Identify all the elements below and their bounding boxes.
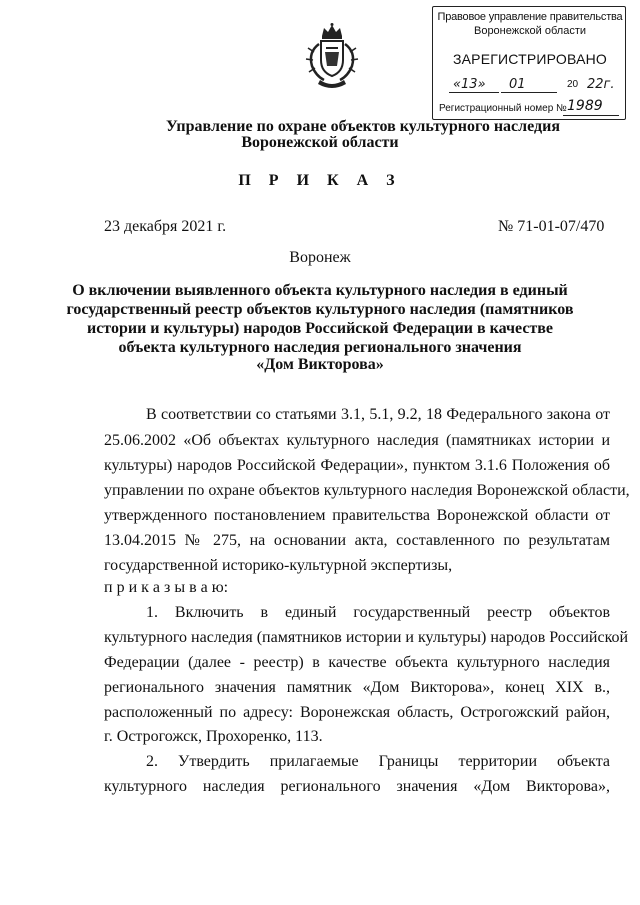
body-line: регионального значения памятник «Дом Викторова», конец XIX в., xyxy=(104,679,610,696)
body-line: 1. Включить в единый государственный реестр объектов xyxy=(146,604,610,621)
stamp-status: ЗАРЕГИСТРИРОВАНО xyxy=(452,51,608,67)
body-line: В соответствии со статьями 3.1, 5.1, 9.2, 18 Федерального закона от xyxy=(146,406,610,423)
title-line: объекта культурного наследия регионального значения xyxy=(118,339,522,356)
stamp-underline xyxy=(563,115,619,116)
title-line: О включении выявленного объекта культурного наследия в единый xyxy=(72,282,568,299)
stamp-year-suffix: 22г. xyxy=(587,77,615,92)
body-line: государственной историко-культурной экспертизы, xyxy=(104,557,453,574)
body-line: г. Острогожск, Прохоренко, 113. xyxy=(104,728,323,745)
stamp-day: «13» xyxy=(453,77,486,92)
title-line: государственный реестр объектов культурного наследия (памятников xyxy=(66,301,574,318)
body-line: культуры) народов Российской Федерации», пунктом 3.1.6 Положения об xyxy=(104,457,610,474)
stamp-reg-number: 1989 xyxy=(567,98,603,114)
stamp-underline xyxy=(449,92,499,93)
body-line: культурного наследия регионального значения «Дом Викторова», xyxy=(104,778,610,795)
body-line: 2. Утвердить прилагаемые Границы территории объекта xyxy=(146,753,610,770)
body-line: утвержденного постановлением правительства Воронежской области от xyxy=(104,507,610,524)
body-line: 13.04.2015 № 275, на основании акта, составленного по результатам xyxy=(104,532,610,549)
stamp-date xyxy=(447,79,617,95)
title-line: «Дом Викторова» xyxy=(256,356,384,373)
organization-region: Воронежской области xyxy=(241,134,399,151)
coat-of-arms-icon xyxy=(304,22,360,92)
document-type: П Р И К А З xyxy=(238,172,402,189)
body-line: управлении по охране объектов культурного наследия Воронежской области, xyxy=(104,482,630,499)
stamp-year-prefix: 20 xyxy=(567,79,579,90)
body-line: 25.06.2002 «Об объектах культурного наследия (памятниках истории и xyxy=(104,432,610,449)
body-line: расположенный по адресу: Воронежская область, Острогожский район, xyxy=(104,704,610,721)
document-number: № 71-01-07/470 xyxy=(498,218,605,235)
document-city: Воронеж xyxy=(289,249,351,266)
stamp-org-line-2: Воронежской области xyxy=(473,25,586,37)
body-line: культурного наследия (памятников истории и культуры) народов Российской xyxy=(104,629,629,646)
body-line: Федерации (далее - реестр) в качестве объекта культурного наследия xyxy=(104,654,610,671)
stamp-org-line-1: Правовое управление правительства xyxy=(437,11,623,23)
document-date: 23 декабря 2021 г. xyxy=(104,218,227,235)
stamp-month: 01 xyxy=(509,77,526,92)
registration-stamp xyxy=(432,6,626,120)
body-line: п р и к а з ы в а ю: xyxy=(104,579,229,596)
stamp-underline xyxy=(501,92,557,93)
title-line: истории и культуры) народов Российской Федерации в качестве xyxy=(86,320,554,337)
stamp-reg-label: Регистрационный номер № xyxy=(439,103,567,114)
organization-name: Управление по охране объектов культурного наследия xyxy=(166,118,560,135)
stamp-reg-number-row xyxy=(439,98,603,114)
